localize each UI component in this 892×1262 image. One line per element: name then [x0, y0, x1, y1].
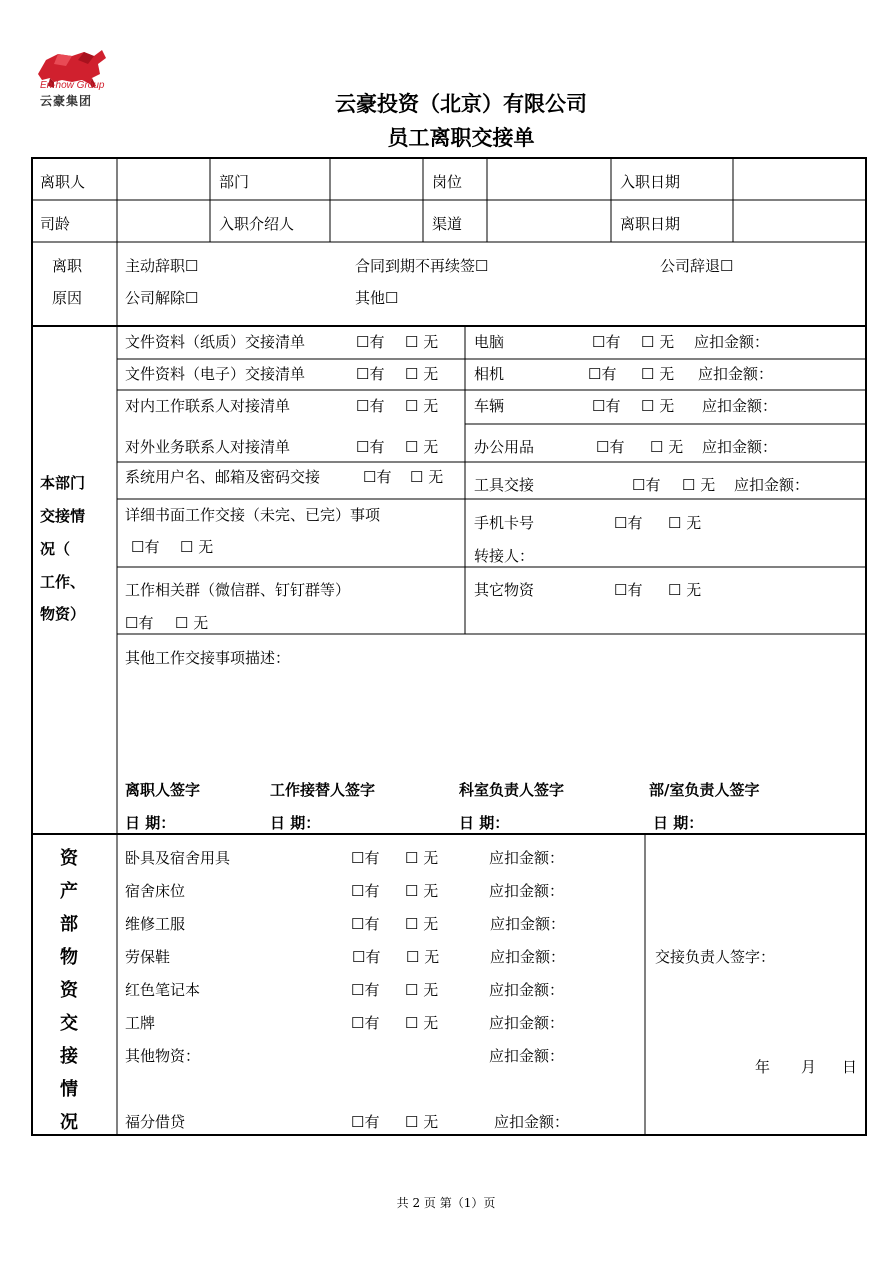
seniority-label: 司龄 — [40, 215, 71, 233]
dept-label-line-5: 物资） — [40, 605, 86, 623]
work-badge-no[interactable]: ☐ 无 — [405, 1014, 439, 1032]
logo-cn-text: 云豪集团 — [40, 94, 93, 108]
work-uniform-label: 维修工服 — [125, 915, 186, 933]
sim-card-no[interactable]: ☐ 无 — [668, 514, 702, 532]
work-groups-yes[interactable]: ☐有 — [125, 614, 154, 632]
welfare-loan-label: 福分借贷 — [125, 1113, 186, 1131]
red-notebook-yes[interactable]: ☐有 — [351, 981, 380, 999]
sim-card-label: 手机卡号 — [474, 514, 535, 532]
reason-contract-checkbox[interactable]: 合同到期不再续签☐ — [355, 257, 489, 275]
tools-yes[interactable]: ☐有 — [632, 476, 661, 494]
leaver-signature-label: 离职人签字 — [125, 781, 201, 799]
reason-label-1: 离职 — [52, 257, 83, 275]
other-assets-yes[interactable]: ☐有 — [614, 581, 643, 599]
work-badge-label: 工牌 — [125, 1014, 156, 1032]
safety-shoes-deduct: 应扣金额： — [490, 948, 566, 966]
reason-label-2: 原因 — [52, 289, 83, 307]
other-assets-label: 其它物资 — [474, 581, 535, 599]
channel-label: 渠道 — [432, 215, 463, 233]
e-docs-label: 文件资料（电子）交接清单 — [125, 365, 306, 383]
office-supplies-deduct: 应扣金额： — [702, 438, 778, 456]
computer-deduct: 应扣金额： — [694, 333, 770, 351]
paper-docs-yes[interactable]: ☐有 — [356, 333, 385, 351]
company-name: 云豪投资（北京）有限公司 — [335, 91, 587, 116]
computer-no[interactable]: ☐ 无 — [641, 333, 675, 351]
internal-contacts-no[interactable]: ☐ 无 — [405, 397, 439, 415]
section-head-date-label: 日 期： — [459, 814, 510, 832]
dorm-bed-yes[interactable]: ☐有 — [351, 882, 380, 900]
bedding-label: 卧具及宿舍用具 — [125, 849, 231, 867]
asset-label-char-5: 资 — [60, 980, 78, 1001]
reason-other-checkbox[interactable]: 其他☐ — [355, 289, 399, 307]
internal-contacts-label: 对内工作联系人对接清单 — [125, 397, 291, 415]
work-uniform-no[interactable]: ☐ 无 — [405, 915, 439, 933]
signer-month-label: 月 — [801, 1058, 817, 1076]
position-label: 岗位 — [432, 173, 463, 191]
camera-label: 相机 — [474, 365, 505, 383]
vehicle-label: 车辆 — [474, 397, 505, 415]
work-uniform-yes[interactable]: ☐有 — [351, 915, 380, 933]
page-footer: 共 2 页 第（1）页 — [396, 1196, 496, 1210]
dorm-bed-label: 宿舍床位 — [125, 882, 186, 900]
paper-docs-label: 文件资料（纸质）交接清单 — [125, 333, 306, 351]
dept-label-line-3: 况（ — [40, 540, 71, 558]
asset-label-char-8: 情 — [60, 1079, 78, 1100]
written-handover-label: 详细书面工作交接（未完、已完）事项 — [125, 506, 381, 524]
paper-docs-no[interactable]: ☐ 无 — [405, 333, 439, 351]
computer-label: 电脑 — [474, 333, 505, 351]
signer-day-label: 日 — [842, 1058, 858, 1076]
work-groups-no[interactable]: ☐ 无 — [175, 614, 209, 632]
leave-date-label: 离职日期 — [620, 215, 681, 233]
welfare-loan-no[interactable]: ☐ 无 — [405, 1113, 439, 1131]
work-badge-deduct: 应扣金额： — [489, 1014, 565, 1032]
other-handover-desc-label: 其他工作交接事项描述： — [125, 649, 291, 667]
camera-yes[interactable]: ☐有 — [588, 365, 617, 383]
reason-dismissed-checkbox[interactable]: 公司辞退☐ — [660, 257, 734, 275]
safety-shoes-label: 劳保鞋 — [125, 948, 171, 966]
tools-label: 工具交接 — [474, 476, 535, 494]
work-groups-label: 工作相关群（微信群、钉钉群等） — [125, 581, 351, 599]
asset-label-char-7: 接 — [60, 1046, 78, 1067]
red-notebook-no[interactable]: ☐ 无 — [405, 981, 439, 999]
form-title: 员工离职交接单 — [387, 125, 535, 150]
accounts-label: 系统用户名、邮箱及密码交接 — [125, 468, 321, 486]
tools-no[interactable]: ☐ 无 — [682, 476, 716, 494]
asset-label-char-6: 交 — [60, 1013, 78, 1034]
work-badge-yes[interactable]: ☐有 — [351, 1014, 380, 1032]
safety-shoes-no[interactable]: ☐ 无 — [406, 948, 440, 966]
asset-label-char-3: 部 — [60, 914, 78, 935]
office-supplies-no[interactable]: ☐ 无 — [650, 438, 684, 456]
welfare-loan-deduct: 应扣金额： — [494, 1113, 570, 1131]
red-notebook-label: 红色笔记本 — [125, 981, 201, 999]
other-items-deduct: 应扣金额： — [489, 1047, 565, 1065]
e-docs-yes[interactable]: ☐有 — [356, 365, 385, 383]
asset-label-char-4: 物 — [60, 947, 78, 968]
bedding-no[interactable]: ☐ 无 — [405, 849, 439, 867]
dorm-bed-deduct: 应扣金额： — [489, 882, 565, 900]
camera-deduct: 应扣金额： — [698, 365, 774, 383]
dorm-bed-no[interactable]: ☐ 无 — [405, 882, 439, 900]
written-handover-no[interactable]: ☐ 无 — [180, 538, 214, 556]
safety-shoes-yes[interactable]: ☐有 — [352, 948, 381, 966]
sim-card-yes[interactable]: ☐有 — [614, 514, 643, 532]
external-contacts-no[interactable]: ☐ 无 — [405, 438, 439, 456]
work-uniform-deduct: 应扣金额： — [490, 915, 566, 933]
dept-head-signature-label: 部/室负责人签字 — [649, 781, 760, 799]
leaver-date-label: 日 期： — [125, 814, 176, 832]
dept-label-line-1: 本部门 — [40, 474, 86, 492]
successor-date-label: 日 期： — [270, 814, 321, 832]
accounts-yes[interactable]: ☐有 — [363, 468, 392, 486]
written-handover-yes[interactable]: ☐有 — [131, 538, 160, 556]
vehicle-deduct: 应扣金额： — [702, 397, 778, 415]
other-items-label: 其他物资： — [125, 1047, 201, 1065]
dept-label-line-4: 工作、 — [40, 573, 86, 591]
transfer-to-label: 转接人： — [474, 547, 535, 565]
bedding-yes[interactable]: ☐有 — [351, 849, 380, 867]
leaver-label: 离职人 — [40, 173, 86, 191]
hire-date-label: 入职日期 — [620, 173, 681, 191]
referrer-label: 入职介绍人 — [219, 215, 295, 233]
computer-yes[interactable]: ☐有 — [592, 333, 621, 351]
office-supplies-yes[interactable]: ☐有 — [596, 438, 625, 456]
other-assets-no[interactable]: ☐ 无 — [668, 581, 702, 599]
signer-year-label: 年 — [755, 1058, 771, 1076]
section-head-signature-label: 科室负责人签字 — [459, 781, 565, 799]
external-contacts-label: 对外业务联系人对接清单 — [125, 438, 291, 456]
vehicle-no[interactable]: ☐ 无 — [641, 397, 675, 415]
office-supplies-label: 办公用品 — [474, 438, 535, 456]
vehicle-yes[interactable]: ☐有 — [592, 397, 621, 415]
internal-contacts-yes[interactable]: ☐有 — [356, 397, 385, 415]
welfare-loan-yes[interactable]: ☐有 — [351, 1113, 380, 1131]
reason-terminated-checkbox[interactable]: 公司解除☐ — [125, 289, 199, 307]
handover-signer-label: 交接负责人签字： — [655, 948, 776, 966]
camera-no[interactable]: ☐ 无 — [641, 365, 675, 383]
reason-resign-checkbox[interactable]: 主动辞职☐ — [125, 257, 199, 275]
logo-en-text: En-how Group — [40, 80, 105, 91]
tools-deduct: 应扣金额： — [734, 476, 810, 494]
e-docs-no[interactable]: ☐ 无 — [405, 365, 439, 383]
accounts-no[interactable]: ☐ 无 — [410, 468, 444, 486]
asset-label-char-9: 况 — [60, 1112, 78, 1133]
red-notebook-deduct: 应扣金额： — [489, 981, 565, 999]
dept-label: 部门 — [219, 173, 250, 191]
external-contacts-yes[interactable]: ☐有 — [356, 438, 385, 456]
successor-signature-label: 工作接替人签字 — [270, 781, 376, 799]
asset-label-char-1: 资 — [60, 848, 78, 869]
dept-head-date-label: 日 期： — [653, 814, 704, 832]
bedding-deduct: 应扣金额： — [489, 849, 565, 867]
dept-label-line-2: 交接情 — [40, 507, 86, 525]
asset-label-char-2: 产 — [60, 881, 78, 902]
